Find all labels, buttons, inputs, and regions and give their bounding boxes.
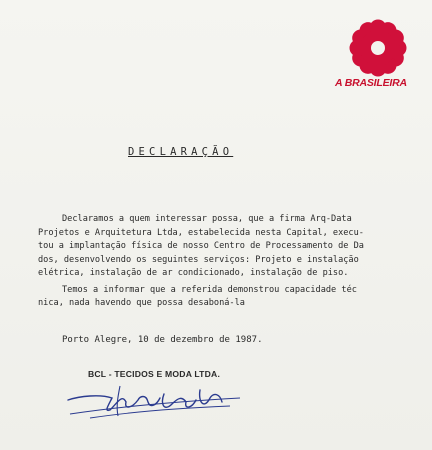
company-stamp: BCL - TECIDOS E MODA LTDA. [88, 369, 221, 379]
body-line: elétrica, instalação de ar condicionado, instalação de piso. [38, 268, 349, 278]
brand-name: A BRASILEIRA [335, 77, 407, 89]
body-line: Projetos e Arquitetura Ltda, estabelecida nesta Capital, execu- [38, 227, 364, 238]
body-line: dos, desenvolvendo os seguintes serviços: Projeto e instalação [38, 254, 359, 265]
body-line: tou a implantação física de nosso Centro de Processamento de Da [38, 241, 364, 251]
place-and-date: Porto Alegre, 10 de dezembro de 1987. [62, 335, 263, 345]
body-line: Declaramos a quem interessar possa, que a firma Arq-Data [62, 214, 352, 224]
body-line: nica, nada havendo que possa desaboná-la [38, 298, 245, 308]
document-title: DECLARAÇÃO [128, 146, 234, 158]
handwritten-signature [60, 372, 250, 432]
body-line: Temos a informar que a referida demonstrou capacidade téc [62, 284, 357, 295]
declaration-body [38, 213, 388, 311]
